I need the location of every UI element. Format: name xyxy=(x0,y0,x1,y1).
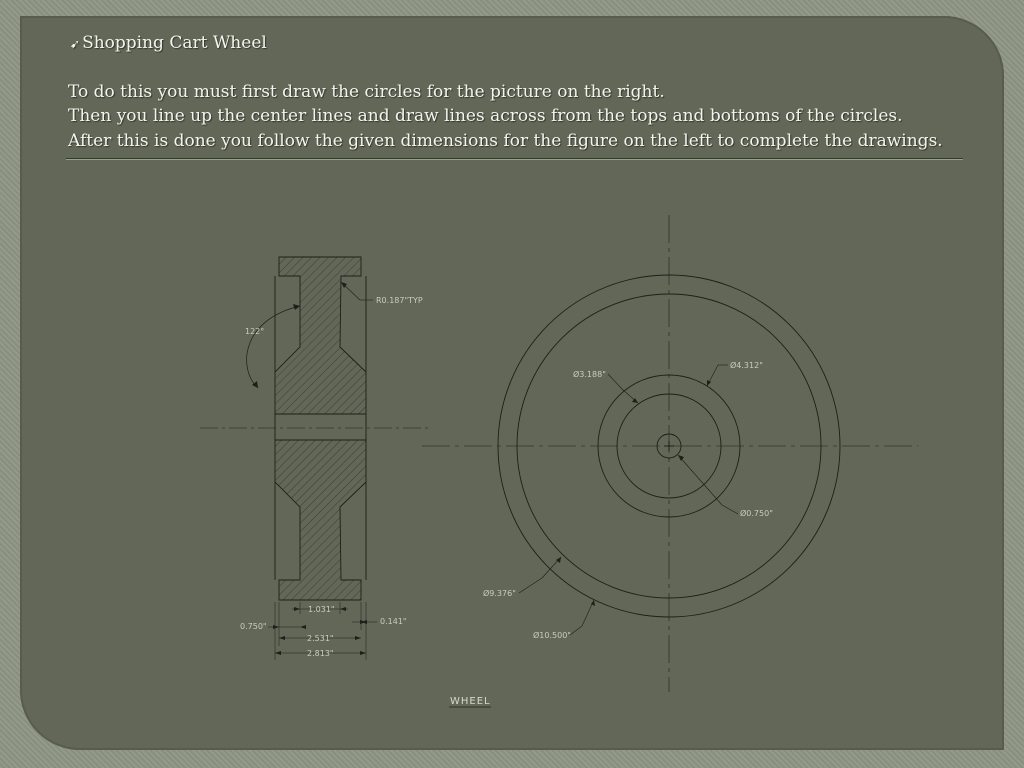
instruction-line-3: After this is done you follow the given dimensions for the figure on the left to complete the drawings. xyxy=(68,130,943,151)
diameter-3188-label: Ø3.188" xyxy=(573,370,606,379)
side-section-view xyxy=(200,257,430,660)
drawing-title: WHEEL xyxy=(450,696,491,707)
bullet-arrow-icon: ➹ xyxy=(70,37,81,51)
hub-width-dimension: 1.031" xyxy=(308,605,335,614)
offset-right-dimension: 0.141" xyxy=(380,617,407,626)
inner-width-dimension: 2.531" xyxy=(307,634,334,643)
angle-dimension: 122° xyxy=(245,327,265,336)
diameter-9376-label: Ø9.376" xyxy=(483,589,516,598)
slide-title-text: Shopping Cart Wheel xyxy=(82,33,267,53)
offset-left-dimension: 0.750" xyxy=(240,622,267,631)
front-circle-view xyxy=(422,215,918,692)
diameter-4312-label: Ø4.312" xyxy=(730,361,763,370)
diameter-0750-label: Ø0.750" xyxy=(740,509,773,518)
instruction-line-1: To do this you must first draw the circles for the picture on the right. xyxy=(68,82,665,102)
overall-width-dimension: 2.813" xyxy=(307,649,334,658)
fillet-dimension: R0.187"TYP xyxy=(376,296,423,305)
instruction-line-2: Then you line up the center lines and draw lines across from the tops and bottoms of the circles. xyxy=(68,106,903,127)
diameter-10500-label: Ø10.500" xyxy=(533,631,571,640)
